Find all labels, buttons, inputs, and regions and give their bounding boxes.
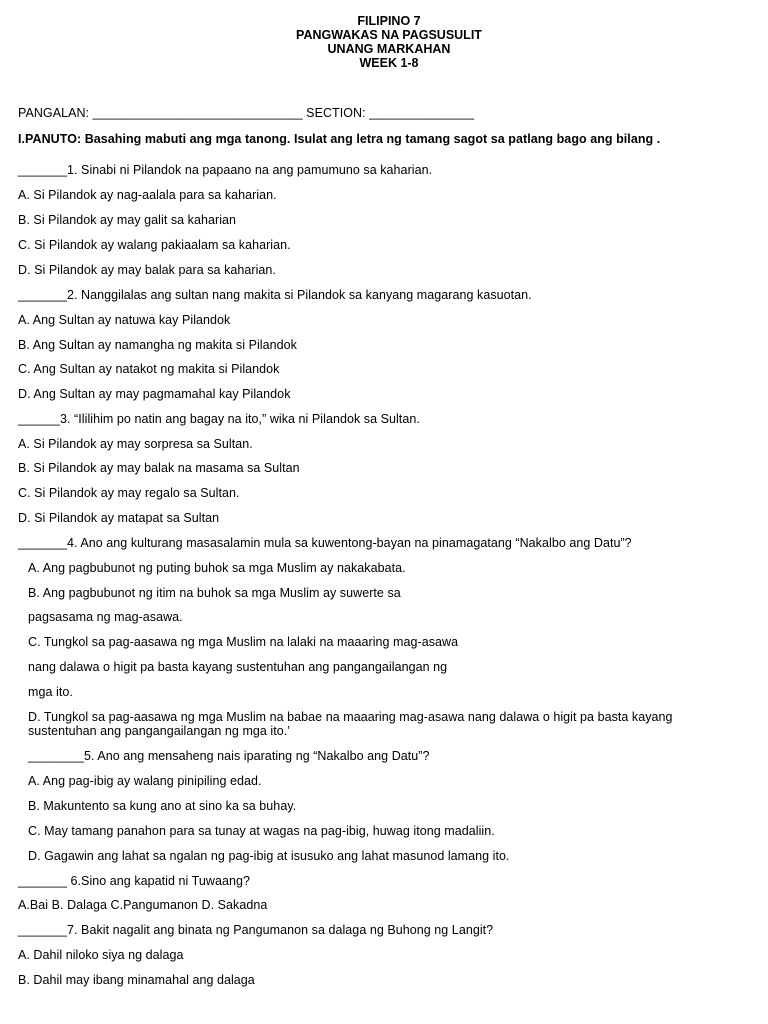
exam-title: PANGWAKAS NA PAGSUSULIT (296, 28, 482, 42)
choice-4c: C. Tungkol sa pag-aasawa ng mga Muslim na lalaki na maaaring mag-asawa (28, 635, 459, 649)
choice-3b: B. Si Pilandok ay may balak na masama sa Sultan (18, 461, 300, 475)
question-1: _______1. Sinabi ni Pilandok na papaano na ang pamumuno sa kaharian. (18, 163, 433, 177)
choice-7a: A. Dahil niloko siya ng dalaga (18, 948, 184, 962)
name-section-line: PANGALAN: ______________________________ SECTION: _______________ (18, 106, 475, 120)
choice-1c: C. Si Pilandok ay walang pakiaalam sa kaharian. (18, 238, 291, 252)
choice-4c-cont: nang dalawa o higit pa basta kayang sustentuhan ang pangangailangan ng (28, 660, 448, 674)
week-title: WEEK 1-8 (359, 56, 419, 70)
choice-1d: D. Si Pilandok ay may balak para sa kaharian. (18, 263, 276, 277)
choices-6: A.Bai B. Dalaga C.Pangumanon D. Sakadna (18, 898, 268, 912)
choice-4c-cont-2: mga ito. (28, 685, 73, 699)
choice-4a: A. Ang pagbubunot ng puting buhok sa mga Muslim ay nakakabata. (28, 561, 406, 575)
instructions: I.PANUTO: Basahing mabuti ang mga tanong. Isulat ang letra ng tamang sagot sa patlang bago ang bilang . (18, 132, 661, 146)
choice-2a: A. Ang Sultan ay natuwa kay Pilandok (18, 313, 231, 327)
choice-3a: A. Si Pilandok ay may sorpresa sa Sultan. (18, 437, 253, 451)
choice-2d: D. Ang Sultan ay may pagmamahal kay Pilandok (18, 387, 291, 401)
question-5: ________5. Ano ang mensaheng nais iparating ng “Nakalbo ang Datu”? (28, 749, 430, 763)
document-header (0, 14, 768, 70)
choice-7b: B. Dahil may ibang minamahal ang dalaga (18, 973, 255, 987)
choice-3c: C. Si Pilandok ay may regalo sa Sultan. (18, 486, 240, 500)
choice-1b: B. Si Pilandok ay may galit sa kaharian (18, 213, 237, 227)
question-2: _______2. Nanggilalas ang sultan nang makita si Pilandok sa kanyang magarang kasuotan. (18, 288, 532, 302)
question-3: ______3. “Ililihim po natin ang bagay na ito,” wika ni Pilandok sa Sultan. (18, 412, 420, 426)
choice-5a: A. Ang pag-ibig ay walang pinipiling edad. (28, 774, 262, 788)
choice-4d: D. Tungkol sa pag-aasawa ng mga Muslim na babae na maaaring mag-asawa nang dalawa o higit pa basta kayang sustentuhan ang pangangailangan ng mga ito.’ (28, 710, 673, 738)
question-4: _______4. Ano ang kulturang masasalamin mula sa kuwentong-bayan na pinamagatang “Nakalbo ang Datu”? (18, 536, 632, 550)
choice-5c: C. May tamang panahon para sa tunay at wagas na pag-ibig, huwag itong madaliin. (28, 824, 495, 838)
subject-title: FILIPINO 7 (357, 14, 421, 28)
question-7: _______7. Bakit nagalit ang binata ng Pangumanon sa dalaga ng Buhong ng Langit? (18, 923, 494, 937)
quarter-title: UNANG MARKAHAN (327, 42, 451, 56)
choice-5d: D. Gagawin ang lahat sa ngalan ng pag-ibig at isusuko ang lahat masunod lamang ito. (28, 849, 510, 863)
choice-5b: B. Makuntento sa kung ano at sino ka sa buhay. (28, 799, 297, 813)
choice-1a: A. Si Pilandok ay nag-aalala para sa kaharian. (18, 188, 277, 202)
choice-2b: B. Ang Sultan ay namangha ng makita si Pilandok (18, 338, 297, 352)
question-6: _______ 6.Sino ang kapatid ni Tuwaang? (18, 874, 250, 888)
choice-2c: C. Ang Sultan ay natakot ng makita si Pilandok (18, 362, 280, 376)
choice-3d: D. Si Pilandok ay matapat sa Sultan (18, 511, 220, 525)
choice-4b: B. Ang pagbubunot ng itim na buhok sa mga Muslim ay suwerte sa (28, 586, 401, 600)
choice-4b-cont: pagsasama ng mag-asawa. (28, 610, 183, 624)
